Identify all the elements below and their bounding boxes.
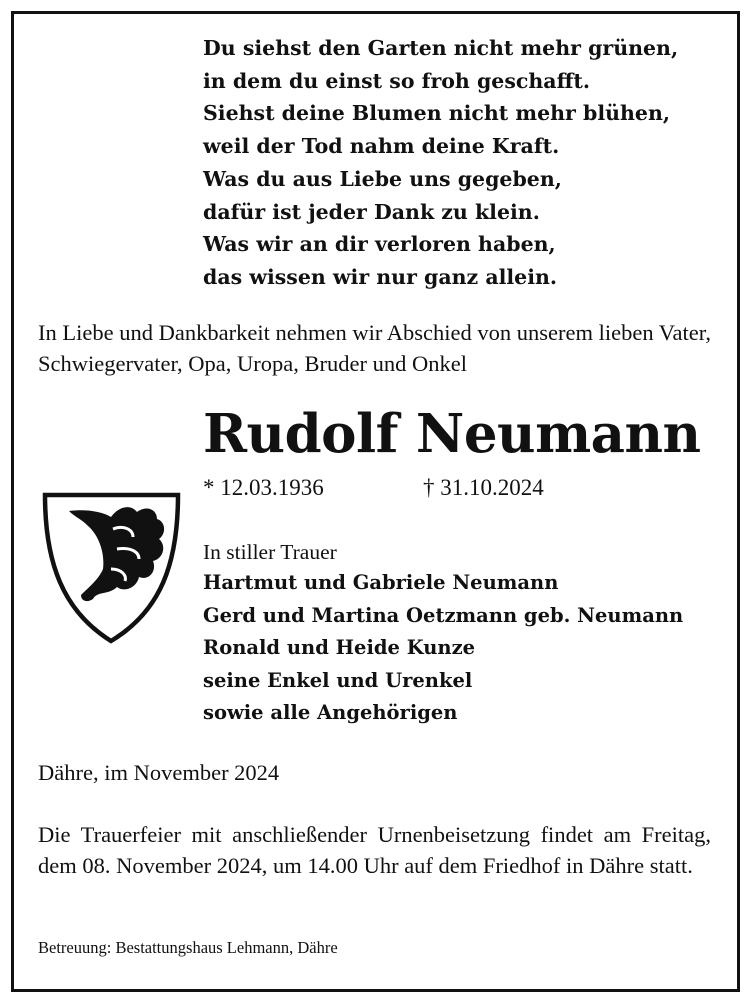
poem-line: Siehst deine Blumen nicht mehr blühen, xyxy=(203,101,671,126)
farewell-intro: In Liebe und Dankbarkeit nehmen wir Abschied von unserem lieben Vater, Schwiegervater, Opa, Uropa, Bruder und Onkel xyxy=(38,320,711,376)
deceased-name: Rudolf Neumann xyxy=(203,403,701,465)
poem-line: Was wir an dir verloren haben, xyxy=(203,232,556,257)
funeral-home-credit: Betreuung: Bestattungshaus Lehmann, Dähre xyxy=(38,938,338,957)
mourning-intro: In stiller Trauer xyxy=(203,540,337,564)
poem-line: das wissen wir nur ganz allein. xyxy=(203,264,558,289)
mourner-name: sowie alle Angehörigen xyxy=(203,701,458,725)
mourner-name: Hartmut und Gabriele Neumann xyxy=(203,571,559,594)
mourner-name: Gerd und Martina Oetzmann geb. Neumann xyxy=(203,603,684,627)
birth-date: * 12.03.1936 xyxy=(203,475,324,500)
poem-line: dafür ist jeder Dank zu klein. xyxy=(203,199,540,224)
poem-line: in dem du einst so froh geschafft. xyxy=(203,68,590,93)
poem xyxy=(203,32,678,294)
ceremony-notice: Die Trauerfeier mit anschließender Urnenbeisetzung findet am Freitag, dem 08. November 2024, um 14.00 Uhr auf dem Friedhof in Dähre statt. xyxy=(38,822,711,878)
poem-line: Was du aus Liebe uns gegeben, xyxy=(203,166,562,191)
mourner-name: Ronald und Heide Kunze xyxy=(203,636,476,660)
poem-line: Du siehst den Garten nicht mehr grünen, xyxy=(203,36,679,60)
death-date: † 31.10.2024 xyxy=(423,475,544,500)
poem-line: weil der Tod nahm deine Kraft. xyxy=(203,134,560,159)
shield-wing-icon xyxy=(41,491,182,645)
mourner-name: seine Enkel und Urenkel xyxy=(203,668,473,692)
place-date: Dähre, im November 2024 xyxy=(38,760,280,785)
mourner-list xyxy=(203,567,683,730)
